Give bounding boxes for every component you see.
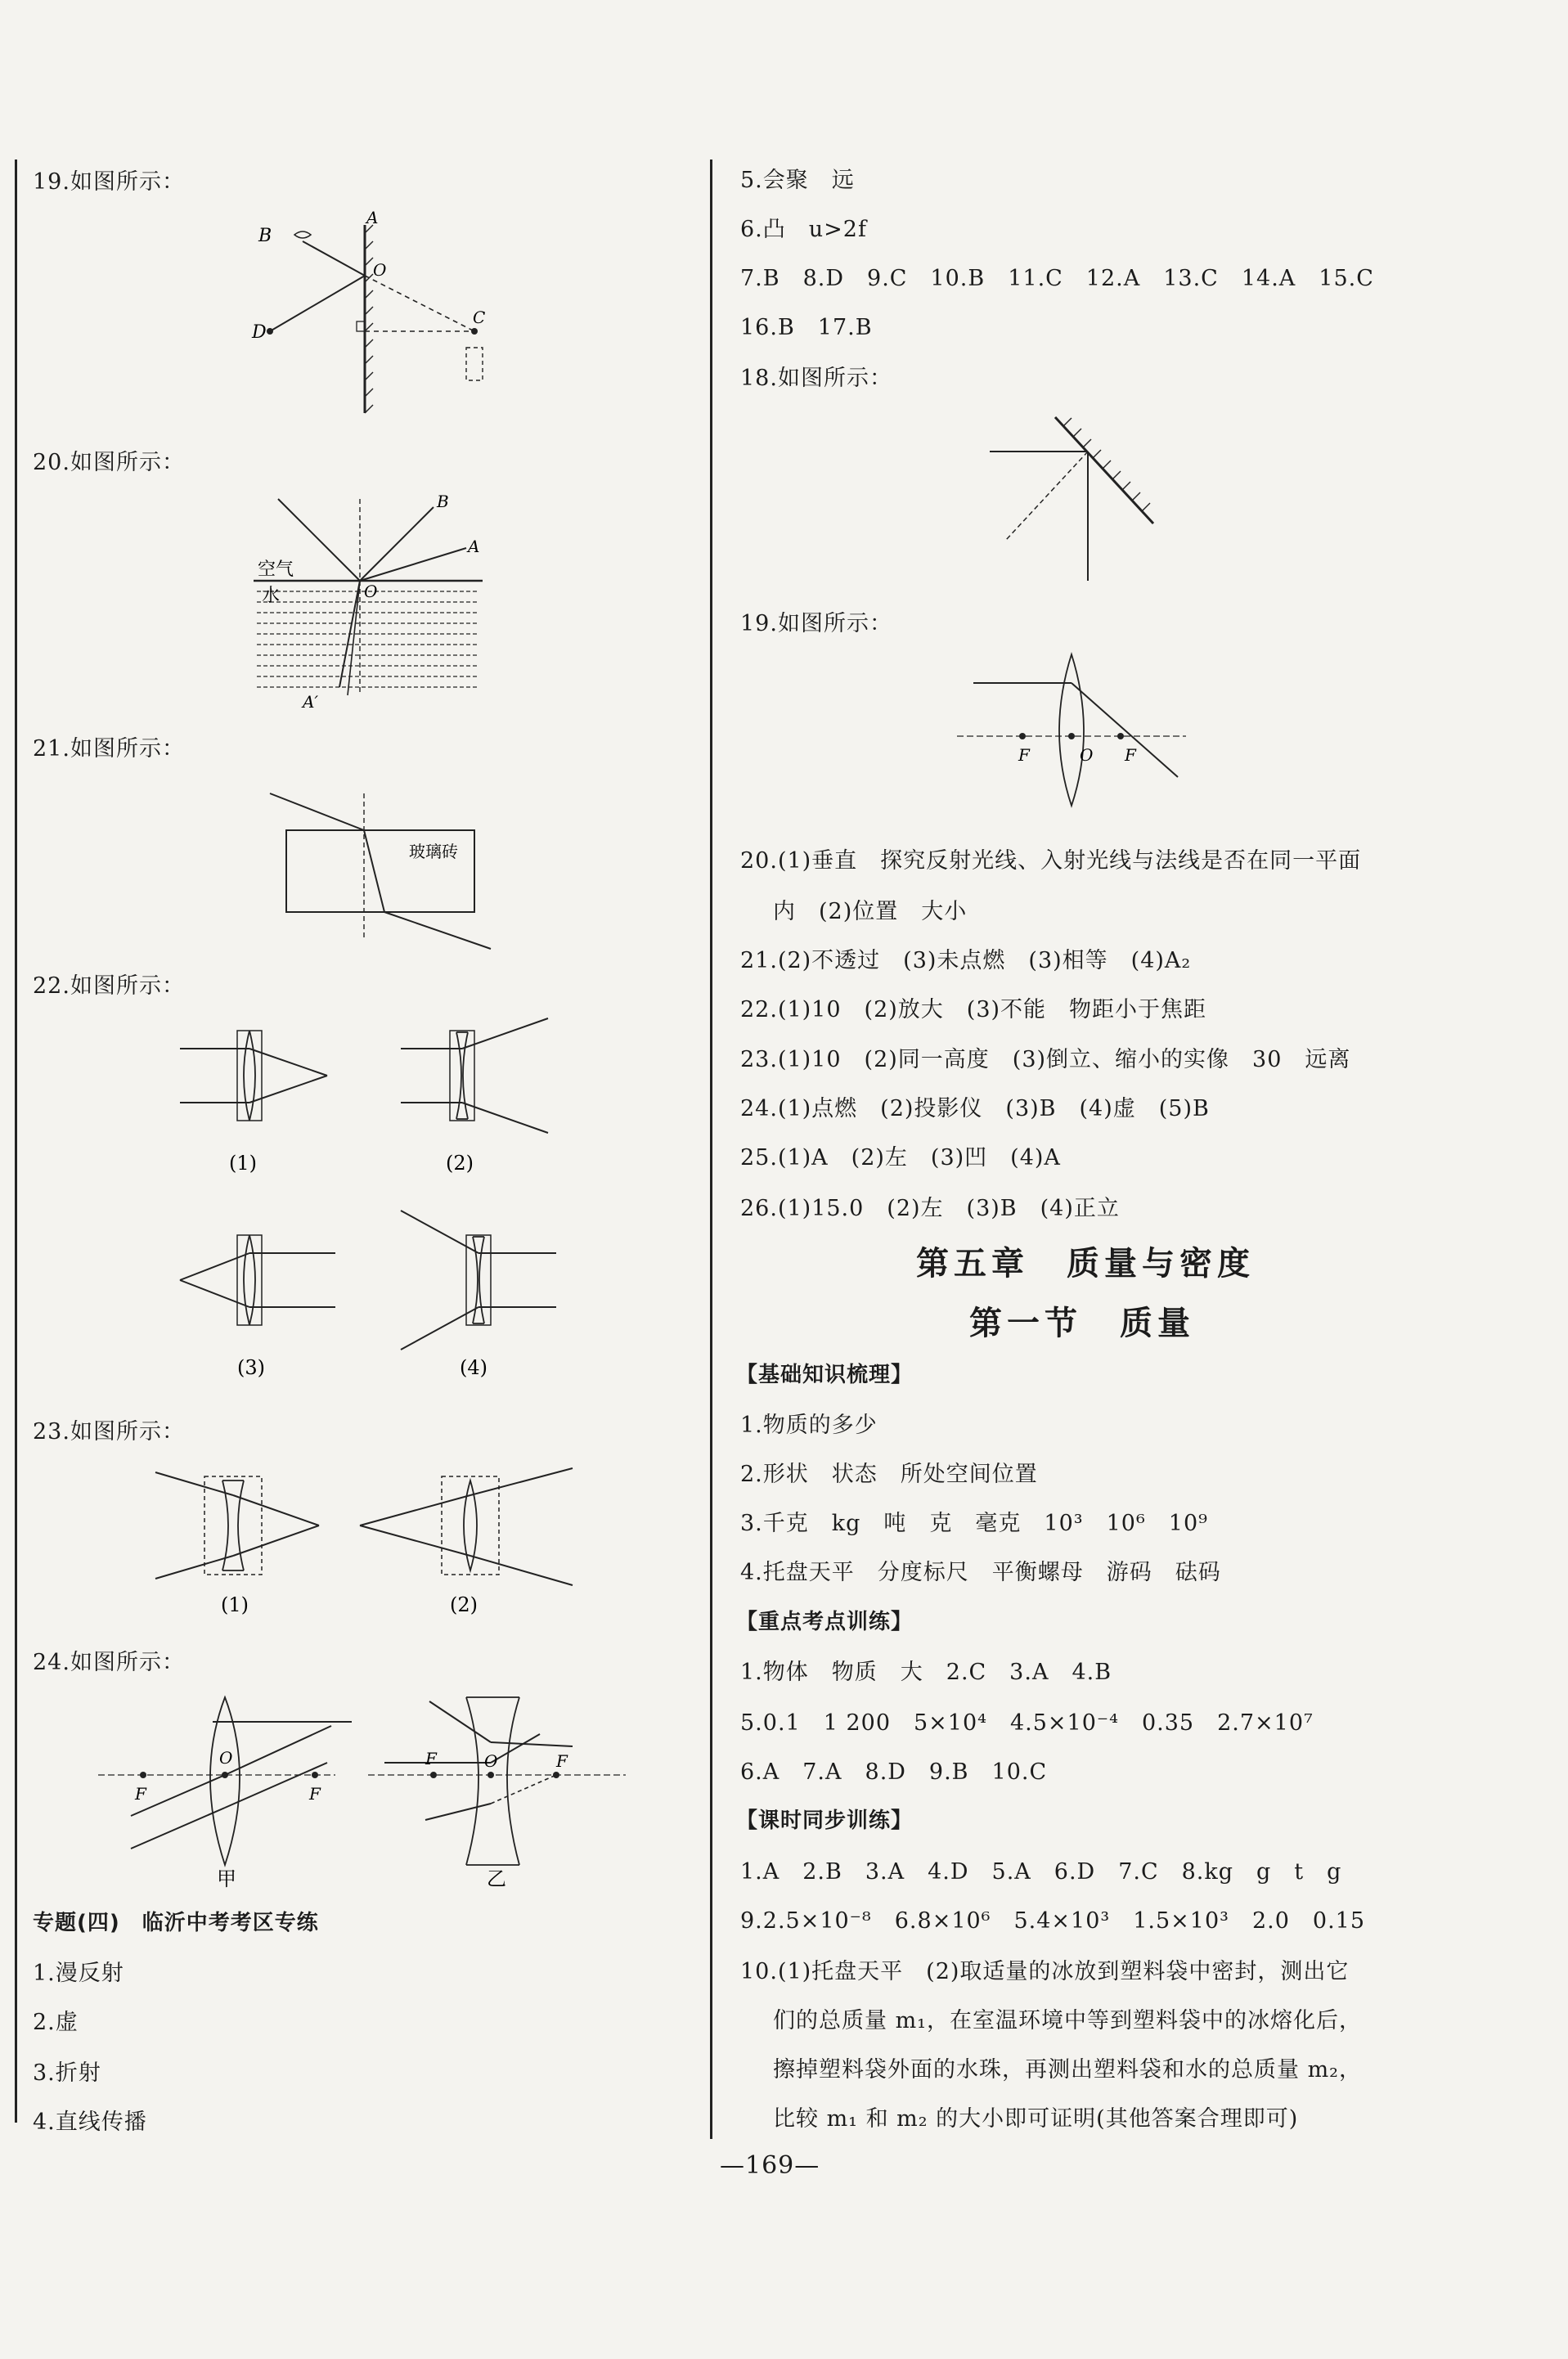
class-answer-9: 9.2.5×10⁻⁸ 6.8×10⁶ 5.4×10³ 1.5×10³ 2.0 0.15 — [740, 1908, 1366, 1934]
diagram-left-22 — [164, 1006, 589, 1391]
diagram-left-19 — [245, 209, 523, 421]
q24-label: 24.如图所示： — [33, 1650, 185, 1675]
fig22-caption-1: (1) — [229, 1152, 257, 1175]
fig22-caption-2: (2) — [446, 1152, 474, 1175]
fig20-label-B: B — [437, 492, 449, 511]
fig-r19-label-F2: F — [1125, 745, 1136, 765]
q20-label: 20.如图所示： — [33, 450, 185, 475]
diagram-right-18 — [973, 409, 1170, 589]
fig19-label-D: D — [252, 322, 267, 343]
class-answer-10-line4: 比较 m₁ 和 m₂ 的大小即可证明(其他答案合理即可) — [773, 2106, 1299, 2132]
right-answer-7-15: 7.B 8.D 9.C 10.B 11.C 12.A 13.C 14.A 15.C — [740, 266, 1374, 291]
diagram-right-19 — [949, 646, 1194, 810]
class-training-title: 【课时同步训练】 — [736, 1809, 914, 1833]
fig24-yi-label-O: O — [484, 1751, 498, 1771]
fig22-caption-4: (4) — [460, 1356, 487, 1379]
special-answer-4: 4.直线传播 — [33, 2110, 147, 2135]
key-answer-6-10: 6.A 7.A 8.D 9.B 10.C — [740, 1759, 1048, 1785]
right-answer-5: 5.会聚 远 — [740, 168, 855, 193]
fig24-jia-label-F1: F — [135, 1784, 146, 1804]
right-answer-20-line2: 内 (2)位置 大小 — [773, 899, 968, 924]
right-answer-22: 22.(1)10 (2)放大 (3)不能 物距小于焦距 — [740, 997, 1207, 1022]
fig-r19-label-O: O — [1080, 745, 1094, 765]
class-answer-10-line1: 10.(1)托盘天平 (2)取适量的冰放到塑料袋中密封，测出它 — [740, 1959, 1350, 1984]
fig24-caption-jia: 甲 — [217, 1867, 236, 1889]
special-title: 专题(四) 临沂中考考区专练 — [33, 1911, 319, 1935]
fig22-caption-3: (3) — [237, 1356, 265, 1379]
basic-knowledge-title: 【基础知识梳理】 — [736, 1363, 914, 1387]
diagram-left-23 — [139, 1456, 597, 1620]
right-answer-23: 23.(1)10 (2)同一高度 (3)倒立、缩小的实像 30 远离 — [740, 1047, 1351, 1072]
fig20-label-air: 空气 — [258, 559, 294, 580]
special-answer-2: 2.虚 — [33, 2010, 79, 2035]
diagram-left-21 — [262, 777, 499, 957]
left-border — [15, 160, 17, 2123]
fig20-label-water: 水 — [262, 586, 281, 606]
q22-label: 22.如图所示： — [33, 973, 185, 999]
fig19-label-B: B — [258, 226, 272, 246]
basic-answer-1: 1.物质的多少 — [740, 1413, 878, 1438]
q19-label: 19.如图所示： — [33, 169, 185, 195]
fig24-jia-label-F2: F — [309, 1784, 321, 1804]
fig21-label-glass: 玻璃砖 — [409, 842, 458, 861]
fig20-label-A2: A′ — [303, 692, 318, 712]
fig19-label-A: A — [366, 209, 379, 227]
diagram-left-24 — [82, 1685, 638, 1889]
right-answer-21: 21.(2)不透过 (3)未点燃 (3)相等 (4)A₂ — [740, 948, 1192, 973]
basic-answer-3: 3.千克 kg 吨 克 毫克 10³ 10⁶ 10⁹ — [740, 1511, 1208, 1536]
key-answer-1-4: 1.物体 物质 大 2.C 3.A 4.B — [740, 1660, 1112, 1685]
fig23-caption-2: (2) — [450, 1593, 478, 1616]
right-answer-25: 25.(1)A (2)左 (3)凹 (4)A — [740, 1145, 1061, 1171]
right-answer-26: 26.(1)15.0 (2)左 (3)B (4)正立 — [740, 1196, 1120, 1221]
special-answer-1: 1.漫反射 — [33, 1961, 124, 1986]
fig-r19-label-F1: F — [1018, 745, 1030, 765]
fig23-caption-1: (1) — [221, 1593, 249, 1616]
fig19-label-O: O — [373, 260, 387, 280]
special-answer-3: 3.折射 — [33, 2060, 101, 2086]
class-answer-10-line2: 们的总质量 m₁，在室温环境中等到塑料袋中的冰熔化后， — [773, 2008, 1363, 2033]
class-answer-1-8: 1.A 2.B 3.A 4.D 5.A 6.D 7.C 8.kg g t g — [740, 1859, 1342, 1885]
fig24-jia-label-O: O — [219, 1748, 233, 1768]
q21-label: 21.如图所示： — [33, 736, 185, 762]
right-answer-6: 6.凸 u>2f — [740, 217, 867, 242]
diagram-left-20 — [245, 483, 491, 720]
fig24-yi-label-F1: F — [425, 1749, 437, 1768]
right-answer-18: 18.如图所示： — [740, 366, 892, 391]
right-answer-20-line1: 20.(1)垂直 探究反射光线、入射光线与法线是否在同一平面 — [740, 848, 1362, 874]
right-answer-24: 24.(1)点燃 (2)投影仪 (3)B (4)虚 (5)B — [740, 1096, 1210, 1121]
chapter-title: 第五章 质量与密度 — [916, 1244, 1255, 1283]
fig20-label-O: O — [364, 582, 378, 601]
fig24-yi-label-F2: F — [556, 1751, 568, 1771]
fig24-caption-yi: 乙 — [487, 1867, 506, 1889]
fig20-label-A: A — [468, 537, 480, 556]
right-answer-19: 19.如图所示： — [740, 611, 892, 636]
class-answer-10-line3: 擦掉塑料袋外面的水珠，再测出塑料袋和水的总质量 m₂， — [773, 2057, 1363, 2083]
q23-label: 23.如图所示： — [33, 1419, 185, 1445]
basic-answer-2: 2.形状 状态 所处空间位置 — [740, 1462, 1038, 1487]
column-divider — [710, 160, 712, 2139]
key-answer-5: 5.0.1 1 200 5×10⁴ 4.5×10⁻⁴ 0.35 2.7×10⁷ — [740, 1710, 1314, 1736]
page-number: —169— — [720, 2151, 820, 2180]
key-points-title: 【重点考点训练】 — [736, 1610, 914, 1634]
fig19-label-C: C — [473, 308, 486, 327]
right-answer-16-17: 16.B 17.B — [740, 315, 873, 340]
basic-answer-4: 4.托盘天平 分度标尺 平衡螺母 游码 砝码 — [740, 1560, 1221, 1585]
section-title: 第一节 质量 — [969, 1304, 1195, 1342]
